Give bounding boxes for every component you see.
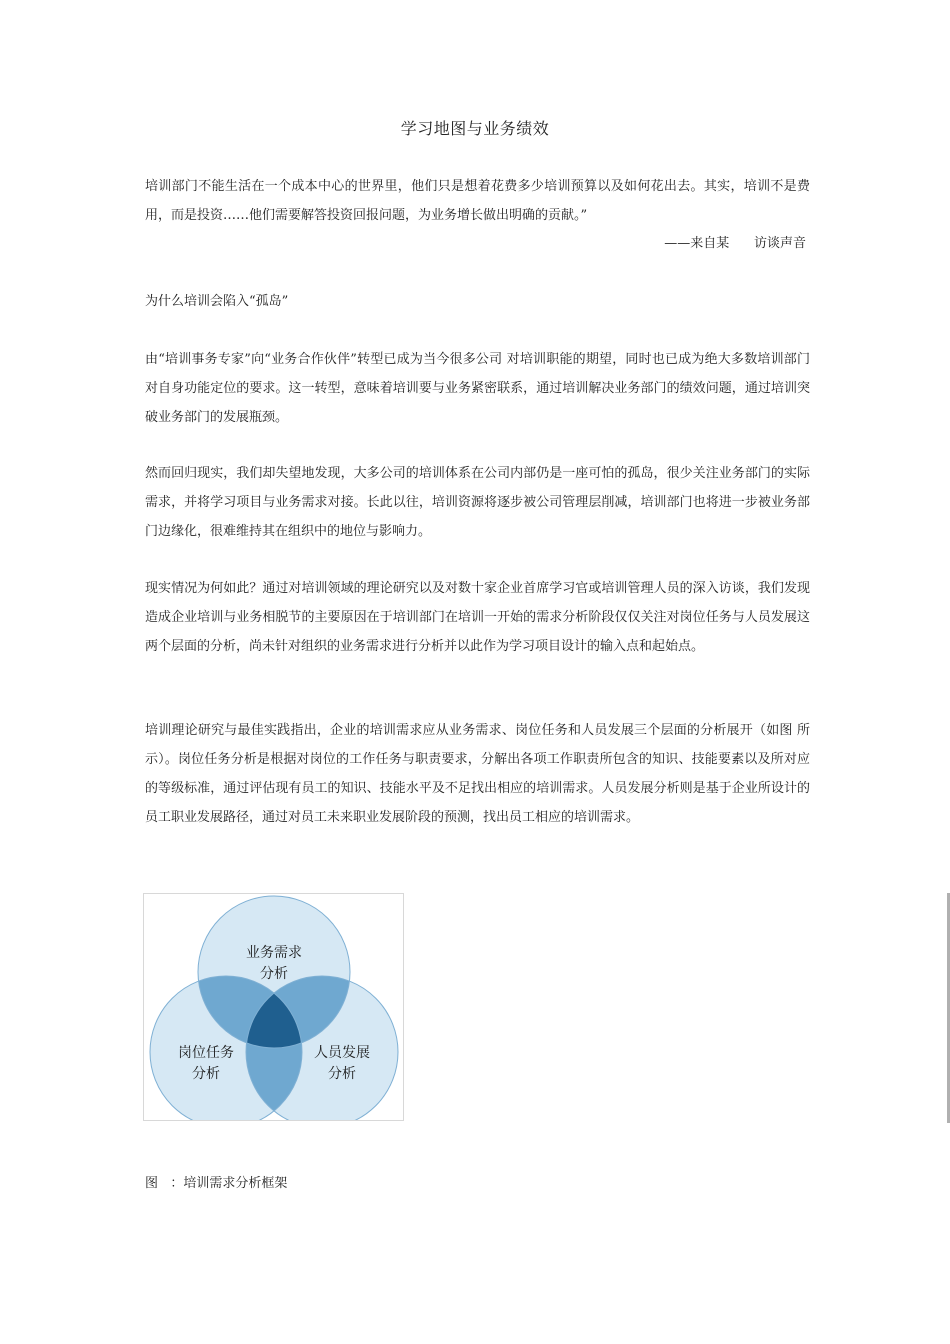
body-paragraph: 培训理论研究与最佳实践指出，企业的培训需求应从业务需求、岗位任务和人员发展三个层面的分析展开（如图 所示）。岗位任务分析是根据对岗位的工作任务与职责要求，分解出各项工作职责所包含的知识、技能要素以及所对应的等级标准，通过评估现有员工的知识、技能水平及不足找出相应的培训需求。人员发展分析则是基于企业所设计的员工职业发展路径，通过对员工未来职业发展阶段的预测，找出员工相应的培训需求。 [145, 723, 810, 825]
body-paragraph: 然而回归现实，我们却失望地发现，大多公司的培训体系在公司内部仍是一座可怕的孤岛，很少关注业务部门的实际需求，并将学习项目与业务需求对接。长此以往，培训资源将逐步被公司管理层削减，培训部门也将进一步被业务部门边缘化，很难维持其在组织中的地位与影响力。 [145, 466, 810, 539]
venn-label-personnel-line2: 分析 [328, 1066, 356, 1082]
quote-paragraph: 培训部门不能生活在一个成本中心的世界里，他们只是想着花费多少培训预算以及如何花出去。其实，培训不是费用，而是投资……他们需要解答投资回报问题，为业务增长做出明确的贡献。” [145, 179, 810, 223]
venn-label-position-line2: 分析 [192, 1066, 220, 1082]
venn-label-business-line1: 业务需求 [246, 945, 302, 961]
quote-attribution: ——来自某 访谈声音 [664, 236, 806, 251]
figure-caption: 图 ：培训需求分析框架 [145, 1176, 288, 1191]
venn-label-personnel-line1: 人员发展 [314, 1045, 370, 1061]
section-heading: 为什么培训会陷入“孤岛” [145, 294, 289, 309]
venn-diagram-figure [143, 893, 404, 1121]
body-paragraph: 由“培训事务专家”向“业务合作伙伴”转型已成为当今很多公司 对培训职能的期望，同时也已成为绝大多数培训部门对自身功能定位的要求。这一转型，意味着培训要与业务紧密联系，通过培训解决业务部门的绩效问题，通过培训突破业务部门的发展瓶颈。 [145, 352, 810, 425]
body-paragraph: 现实情况为何如此？通过对培训领域的理论研究以及对数十家企业首席学习官或培训管理人员的深入访谈，我们发现造成企业培训与业务相脱节的主要原因在于培训部门在培训一开始的需求分析阶段仅仅关注对岗位任务与人员发展这两个层面的分析，尚未针对组织的业务需求进行分析并以此作为学习项目设计的输入点和起始点。 [145, 581, 810, 654]
venn-label-business-line2: 分析 [260, 966, 288, 982]
document-title: 学习地图与业务绩效 [400, 119, 550, 138]
venn-label-position-line1: 岗位任务 [178, 1045, 234, 1061]
venn-diagram [144, 894, 403, 1120]
